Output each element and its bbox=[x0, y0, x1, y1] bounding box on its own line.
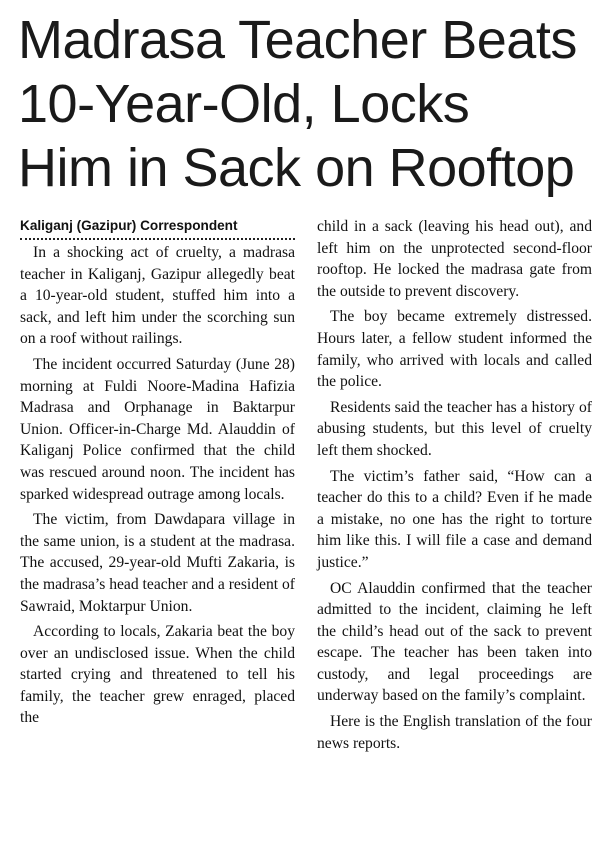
headline-line: 10-Year-Old, Locks bbox=[18, 74, 470, 134]
headline-line: Him in Sack on Rooftop bbox=[18, 138, 575, 198]
paragraph: In a shocking act of cruelty, a madrasa teacher in Kaliganj, Gazipur allegedly beat a 10-year-old student, stuffed him into a sack, and left him under the scorching sun on a roof without railings. bbox=[20, 244, 295, 348]
article-column-right bbox=[317, 216, 592, 758]
paragraph: Residents said the teacher has a history of abusing students, but this level of cruelty left them shocked. bbox=[317, 398, 592, 459]
paragraph: Here is the English translation of the four news reports. bbox=[317, 713, 592, 752]
headline bbox=[18, 8, 598, 200]
paragraph: According to locals, Zakaria beat the boy over an undisclosed issue. When the child started crying and threatened to tell his family, the teacher grew enraged, placed the bbox=[20, 623, 295, 727]
headline-line: Madrasa Teacher Beats bbox=[18, 10, 577, 70]
paragraph: The victim, from Dawdapara village in the same union, is a student at the madrasa. The accused, 29-year-old Mufti Zakaria, is the madrasa’s head teacher and a resident of Sawraid, Moktarpur Union. bbox=[20, 511, 295, 615]
byline: Kaliganj (Gazipur) Correspondent bbox=[20, 217, 295, 240]
article-column-left bbox=[20, 217, 295, 733]
paragraph: child in a sack (leaving his head out), and left him on the unprotected second-floor rooftop. He locked the madrasa gate from the outside to prevent discovery. bbox=[317, 218, 592, 300]
paragraph: The incident occurred Saturday (June 28) morning at Fuldi Noore-Madina Hafizia Madrasa and Orphanage in Baktarpur Union. Officer-in-Charge Md. Alauddin of Kaliganj Police confirmed that the child was rescued around noon. The incident has sparked widespread outrage among locals. bbox=[20, 355, 295, 503]
paragraph: The victim’s father said, “How can a teacher do this to a child? Even if he made a mistake, no one has the right to torture him like this. I will file a case and demand justice.” bbox=[317, 467, 592, 571]
paragraph: The boy became extremely distressed. Hours later, a fellow student informed the family, who arrived with locals and called the police. bbox=[317, 308, 592, 391]
paragraph: OC Alauddin confirmed that the teacher admitted to the incident, claiming he left the child’s head out of the sack to prevent escape. The teacher has been taken into custody, and legal proceedings are underway based on the family’s complaint. bbox=[317, 579, 592, 705]
